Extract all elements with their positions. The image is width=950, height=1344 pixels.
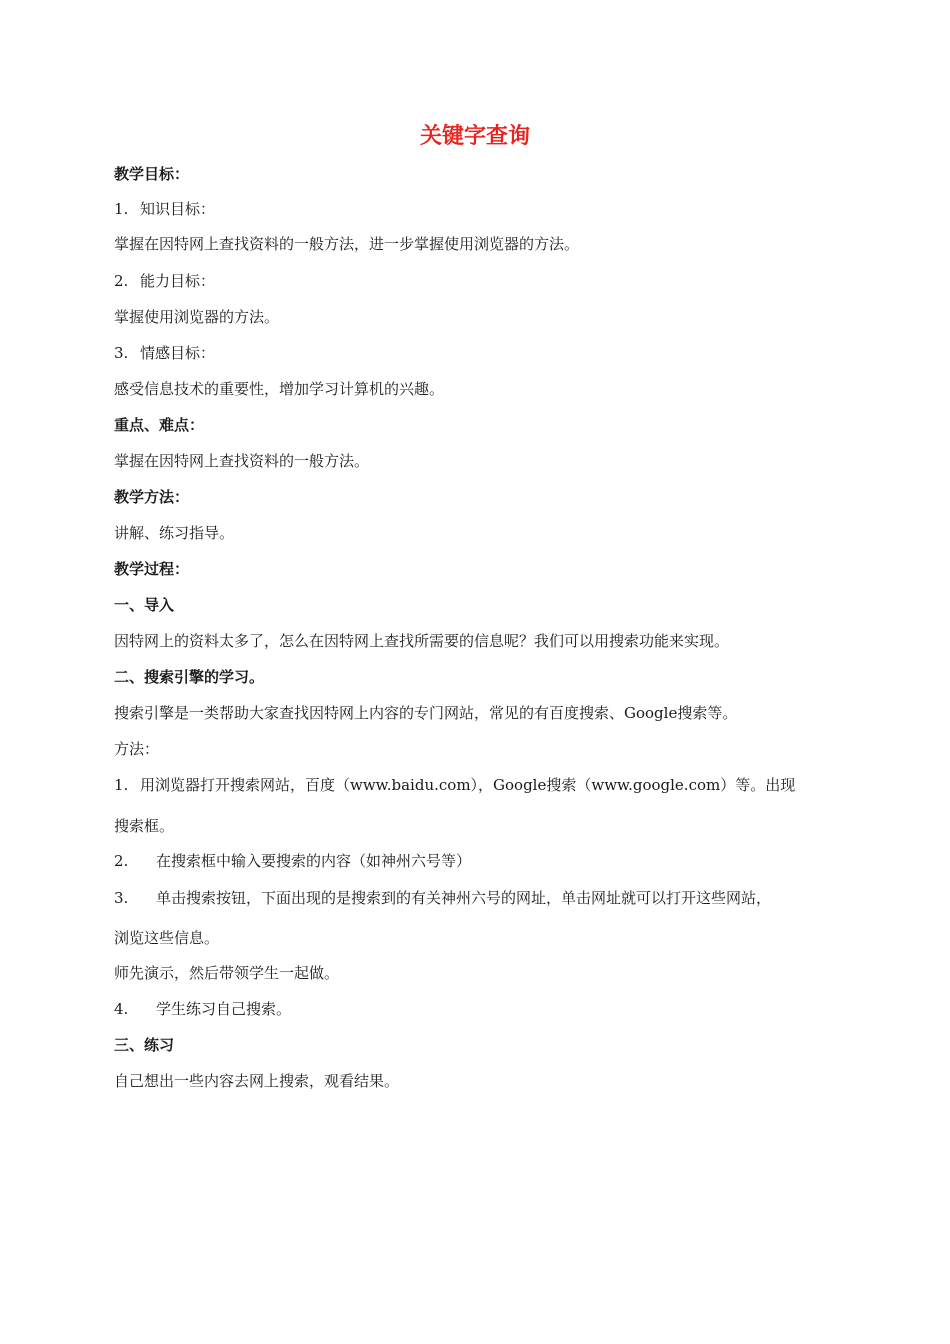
emotion-objective-number: 3. — [114, 344, 129, 362]
step-3 — [114, 887, 771, 909]
step-3-continuation: 浏览这些信息。 — [114, 929, 220, 947]
emotion-objective-text: 感受信息技术的重要性，增加学习计算机的兴趣。 — [114, 380, 445, 398]
key-points-text: 掌握在因特网上查找资料的一般方法。 — [114, 452, 370, 470]
method-label: 方法： — [114, 740, 160, 758]
objectives-heading: 教学目标： — [114, 165, 190, 183]
ability-objective-number: 2. — [114, 272, 129, 290]
step-3-number: 3. — [114, 889, 129, 907]
intro-text: 因特网上的资料太多了，怎么在因特网上查找所需要的信息呢？我们可以用搜索功能来实现。 — [114, 632, 730, 650]
ability-objective-title: 能力目标： — [140, 272, 216, 290]
knowledge-objective-text: 掌握在因特网上查找资料的一般方法，进一步掌握使用浏览器的方法。 — [114, 235, 580, 253]
knowledge-objective-title: 知识目标： — [140, 200, 216, 218]
step-4-number: 4. — [114, 1000, 129, 1018]
process-heading: 教学过程： — [114, 560, 190, 578]
search-engine-text: 搜索引擎是一类帮助大家查找因特网上内容的专门网站，常见的有百度搜索、Google搜索等。 — [114, 704, 738, 722]
teaching-method-heading: 教学方法： — [114, 488, 190, 506]
step-1-number: 1. — [114, 776, 129, 794]
ability-objective-label — [114, 270, 215, 292]
document-title: 关键字查询 — [419, 124, 530, 149]
step-2 — [114, 850, 471, 872]
search-engine-heading: 二、搜索引擎的学习。 — [114, 668, 265, 686]
teaching-method-text: 讲解、练习指导。 — [114, 524, 235, 542]
practice-text: 自己想出一些内容去网上搜索，观看结果。 — [114, 1072, 400, 1090]
step-2-text: 在搜索框中输入要搜索的内容（如神州六号等） — [156, 852, 472, 870]
practice-heading: 三、练习 — [114, 1036, 175, 1054]
step-4-text: 学生练习自己搜索。 — [156, 1000, 292, 1018]
knowledge-objective-number: 1. — [114, 200, 129, 218]
step-1 — [114, 774, 795, 796]
step-2-number: 2. — [114, 852, 129, 870]
step-3-text: 单击搜索按钮，下面出现的是搜索到的有关神州六号的网址，单击网址就可以打开这些网站， — [156, 889, 772, 907]
intro-heading: 一、导入 — [114, 596, 175, 614]
step-1-text: 用浏览器打开搜索网站，百度（www.baidu.com），Google搜索（www.google.com）等。出现 — [140, 776, 796, 794]
step-4 — [114, 998, 291, 1020]
demo-text: 师先演示，然后带领学生一起做。 — [114, 964, 340, 982]
emotion-objective-label — [114, 342, 215, 364]
ability-objective-text: 掌握使用浏览器的方法。 — [114, 308, 280, 326]
knowledge-objective-label — [114, 198, 215, 220]
key-points-heading: 重点、难点： — [114, 416, 205, 434]
emotion-objective-title: 情感目标： — [140, 344, 216, 362]
step-1-continuation: 搜索框。 — [114, 817, 175, 835]
